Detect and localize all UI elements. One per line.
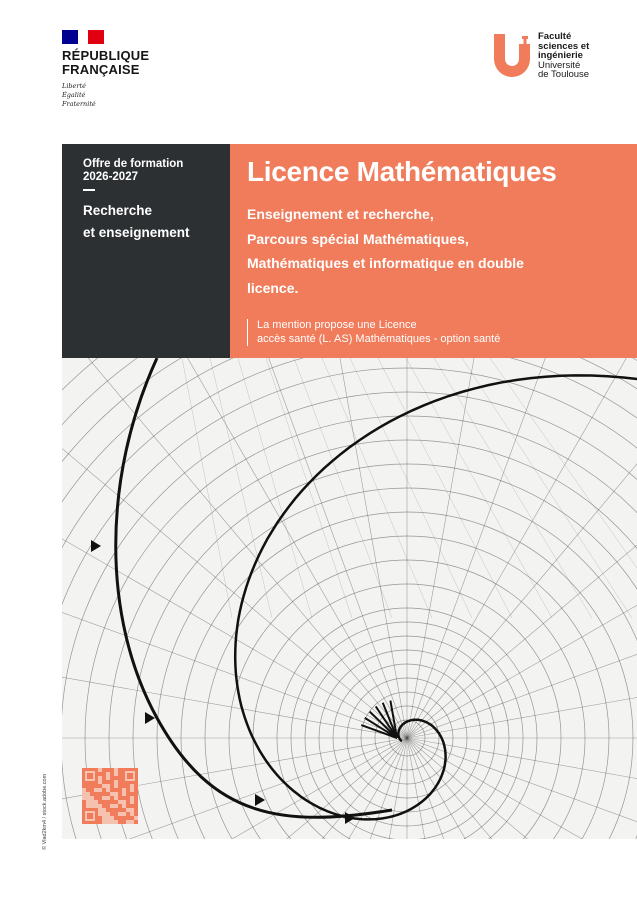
university-logo [492, 32, 589, 80]
image-credit: © Vlad2km4 / stock.adobe.com [42, 773, 48, 850]
spiral-drawing [62, 358, 637, 839]
republique-motto: Liberté Égalité Fraternité [62, 82, 96, 108]
divider [83, 189, 95, 191]
marianne-flag-icon [62, 30, 104, 44]
page-title: Licence Mathématiques [247, 156, 557, 187]
offer-panel [62, 144, 230, 358]
offer-label: Offre de formation 2026-2027 [83, 158, 184, 183]
university-u-icon [492, 32, 532, 80]
republique-name: RÉPUBLIQUE FRANÇAISE [62, 48, 150, 77]
qr-code-icon[interactable] [82, 768, 138, 824]
title-panel [230, 144, 637, 372]
university-name: Faculté sciences et ingénierie Université de Toulouse [538, 31, 590, 80]
republique-francaise-logo [62, 30, 172, 109]
spiral-grid-illustration [62, 358, 637, 839]
health-option-note: La mention propose une Licence accès santé (L. AS) Mathématiques - option santé [247, 319, 500, 346]
subtitle: Enseignement et recherche, Parcours spécial Mathématiques, Mathématiques et informatique en double licence. [247, 206, 524, 296]
track-label: Recherche et enseignement [83, 203, 190, 240]
